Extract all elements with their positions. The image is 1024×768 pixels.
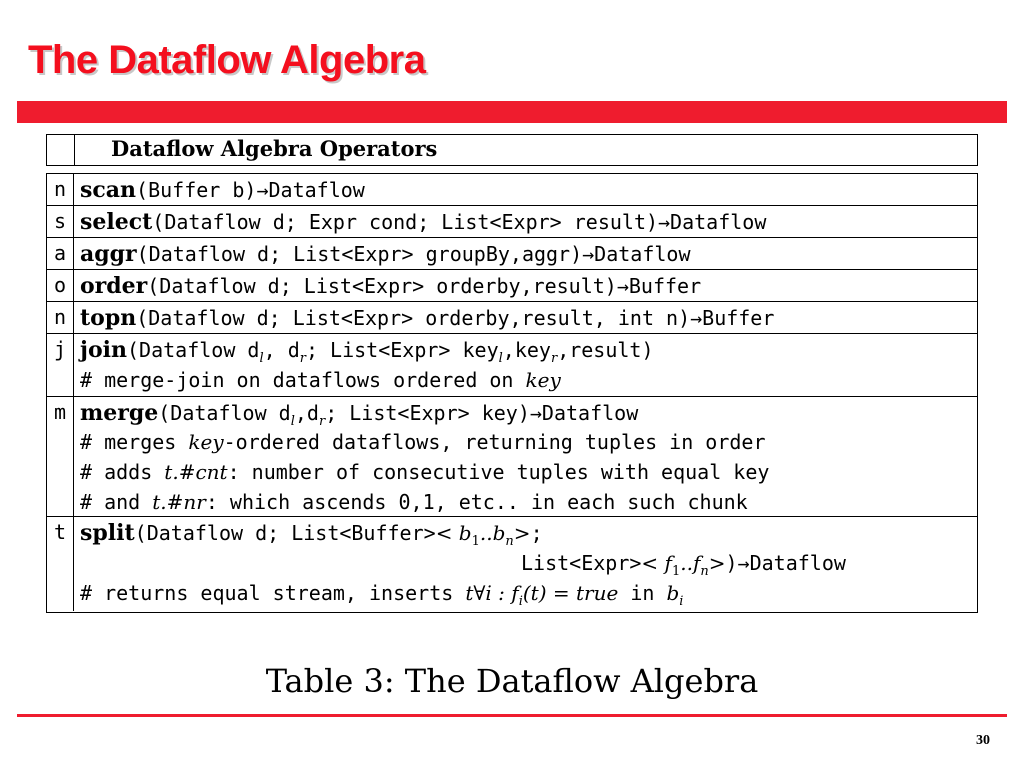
title-underline-bar (17, 101, 1007, 123)
signature-part: ; (530, 521, 543, 545)
operator-name-topn: topn (80, 305, 137, 331)
comment-text: in (618, 581, 667, 605)
table-row-split (47, 517, 977, 611)
math-symbol: ..b (479, 521, 506, 545)
signature-part: )→Dataflow (725, 551, 846, 575)
operators-table (46, 173, 978, 613)
row-letter: a (47, 238, 74, 269)
signature-part: ,key (502, 338, 551, 362)
signature-part: ,result) (557, 338, 654, 362)
comment-text: # adds (80, 460, 165, 484)
row-letter: n (47, 302, 74, 333)
subscript: l (290, 414, 295, 429)
row-line (80, 271, 701, 301)
signature-part: ; List<Expr> key)→Dataflow (325, 401, 639, 425)
signature-part: ; List<Expr> key (305, 338, 499, 362)
math-symbol: b (666, 581, 680, 605)
subscript: r (299, 351, 306, 366)
math-symbol: t.#nr (152, 490, 206, 514)
table-row-aggr (47, 238, 977, 270)
operator-signature: (Buffer b)→Dataflow (136, 178, 365, 202)
math-symbol: < f (641, 551, 672, 575)
comment-text: : which ascends 0,1, etc.. in each such chunk (205, 490, 748, 514)
row-comment-line (80, 427, 766, 457)
table-header-title: Dataflow Algebra Operators (111, 136, 438, 161)
operator-name-aggr: aggr (80, 241, 137, 267)
signature-part: List<Expr> (521, 551, 642, 575)
row-line (80, 518, 543, 557)
math-symbol: t.#cnt (164, 460, 228, 484)
math-symbol: > (708, 551, 726, 575)
math-symbol: < b (435, 521, 472, 545)
signature-part: (Dataflow d; List<Buffer> (134, 521, 436, 545)
signature-part: (Dataflow d (127, 338, 260, 362)
operator-signature: (Dataflow d; List<Expr> groupBy,aggr)→Dataflow (136, 242, 691, 266)
operator-signature: (Dataflow d; Expr cond; List<Expr> result)→Dataflow (152, 210, 767, 234)
operator-name-order: order (80, 273, 148, 299)
comment-text: # merge-join on dataflows ordered on (80, 368, 526, 392)
operator-name-scan: scan (80, 177, 137, 203)
table-row-join (47, 334, 977, 397)
subscript: n (700, 564, 709, 579)
row-line (80, 175, 365, 205)
math-symbol: t∀i (465, 581, 492, 605)
row-line (80, 239, 691, 269)
subscript: 1 (471, 534, 480, 549)
comment-text: # merges (80, 430, 189, 454)
subscript: i (679, 594, 684, 609)
row-comment-line (80, 578, 683, 617)
table-row-topn (47, 302, 977, 334)
comment-text: : number of consecutive tuples with equal key (227, 460, 770, 484)
subscript: r (550, 351, 558, 366)
operator-name-join: join (80, 337, 127, 363)
table-caption: Table 3: The Dataflow Algebra (265, 662, 759, 700)
subscript: r (318, 414, 326, 429)
row-comment-line (80, 457, 769, 487)
signature-part: ,d (294, 401, 319, 425)
math-symbol: > (513, 521, 531, 545)
slide-title: The Dataflow Algebra (28, 38, 426, 82)
row-letter: n (47, 174, 74, 205)
row-comment-line (80, 487, 748, 517)
subscript: i (518, 594, 523, 609)
table-header (46, 134, 978, 166)
operator-name-split: split (80, 520, 135, 546)
math-symbol: key (525, 368, 561, 392)
comment-text: # returns equal stream, inserts (80, 581, 466, 605)
math-symbol: ..f (680, 551, 701, 575)
subscript: n (505, 534, 514, 549)
row-letter: t (47, 517, 74, 611)
signature-part: (Dataflow d (158, 401, 291, 425)
table-row-order (47, 270, 977, 302)
row-letter: m (47, 397, 74, 516)
comment-text: -ordered dataflows, returning tuples in order (223, 430, 766, 454)
math-symbol: : f (491, 581, 519, 605)
row-letter: o (47, 270, 74, 301)
subscript: l (498, 351, 503, 366)
operator-name-merge: merge (80, 400, 159, 426)
row-letter: j (47, 334, 74, 396)
operator-signature: (Dataflow d; List<Expr> orderby,result)→Buffer (147, 274, 702, 298)
footer-rule (17, 714, 1007, 717)
row-line (80, 303, 774, 333)
subscript: l (259, 351, 264, 366)
operator-name-select: select (80, 209, 153, 235)
row-line (80, 207, 766, 237)
subscript: 1 (671, 564, 681, 579)
table-row-merge (47, 397, 977, 517)
header-gutter (47, 135, 75, 165)
table-row-select (47, 206, 977, 238)
row-letter: s (47, 206, 74, 237)
signature-part: , d (263, 338, 300, 362)
row-comment-line (80, 365, 561, 395)
math-symbol: (t) = true (522, 581, 619, 605)
math-symbol: key (188, 430, 224, 454)
operator-signature: (Dataflow d; List<Expr> orderby,result, int n)→Buffer (136, 306, 775, 330)
table-row-scan (47, 174, 977, 206)
page-number: 30 (976, 733, 990, 748)
comment-text: # and (80, 490, 153, 514)
